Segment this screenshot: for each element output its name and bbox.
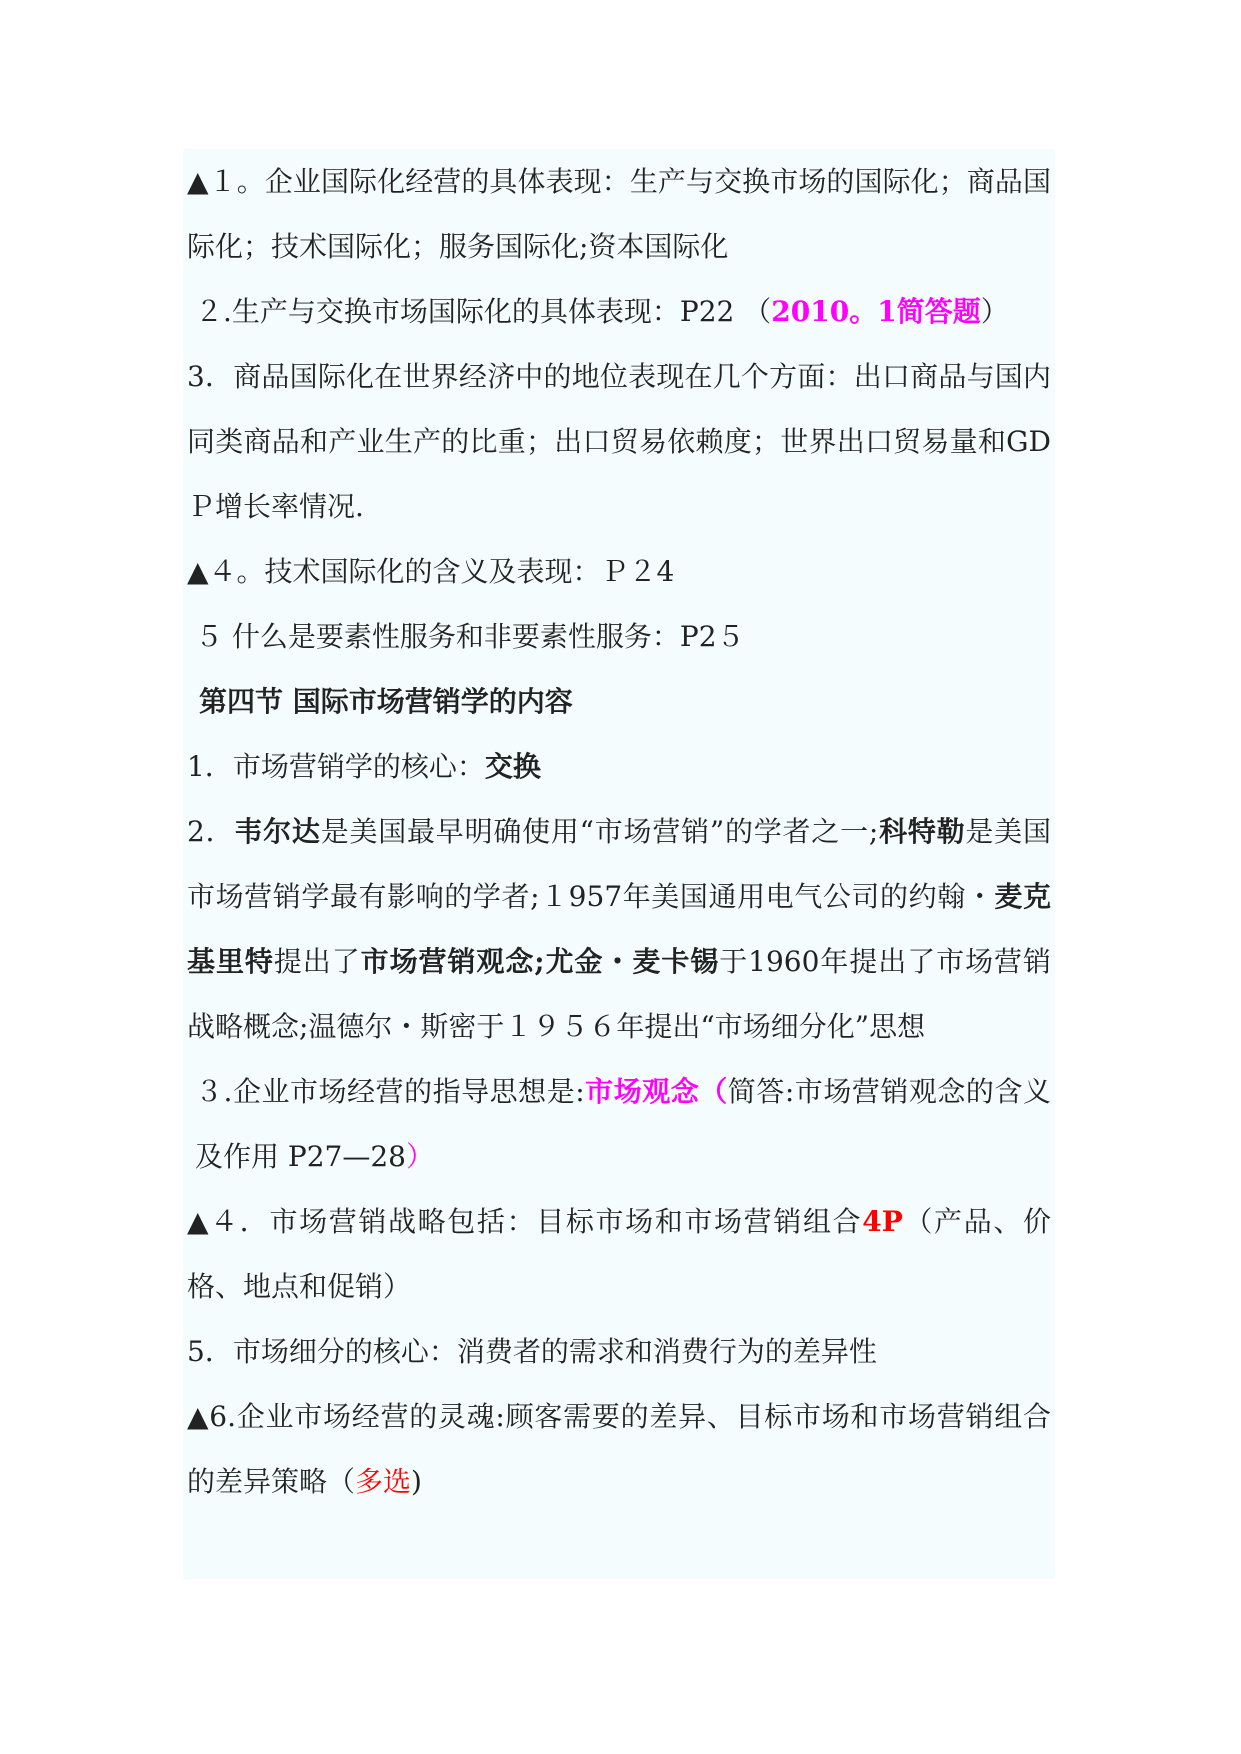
exam-note: 多选 <box>355 1465 412 1498</box>
item-4-strategy <box>183 1189 1055 1319</box>
document-content <box>183 149 1055 1579</box>
section-4-heading <box>183 669 1055 734</box>
text-segment: 2． <box>187 815 235 848</box>
point-4-technology-internationalization <box>183 539 1055 604</box>
item-1-core <box>183 734 1055 799</box>
item-3-guiding-thought <box>183 1059 1055 1189</box>
text-segment: ５ 什么是要素性服务和非要素性服务：P2５ <box>195 620 745 653</box>
key-term: 麦克基里特 <box>187 880 1051 978</box>
text-segment: ▲１。企业国际化经营的具体表现：生产与交换市场的国际化；商品国际化；技术国际化；服务国际化;资本国际化 <box>187 165 1051 263</box>
text-segment: 简答:市场营销观念的含义及作用 P27—28 <box>195 1075 1051 1173</box>
text-segment: （产品、价格、地点和促销） <box>187 1205 1051 1303</box>
text-segment: 1．市场营销学的核心： <box>187 750 485 783</box>
key-term: 交换 <box>484 750 541 783</box>
point-3-commodity-internationalization <box>183 344 1055 539</box>
text-segment: 是美国市场营销学最有影响的学者;１957年美国通用电气公司的约翰・ <box>187 815 1051 913</box>
text-segment: ▲４。技术国际化的含义及表现：Ｐ２4 <box>187 555 675 588</box>
text-segment: 提出了 <box>273 945 361 978</box>
text-segment: 是美国最早明确使用“市场营销”的学者之一; <box>320 815 879 848</box>
point-1-enterprise-internationalization <box>183 149 1055 279</box>
exam-note: 2010。1简答题 <box>771 295 981 328</box>
text-segment: ▲6.企业市场经营的灵魂:顾客需要的差异、目标市场和市场营销组合的差异策略（ <box>187 1400 1051 1498</box>
key-term: 科特勒 <box>878 815 966 848</box>
text-segment: 于1960年提出了市场营销战略概念;温德尔・斯密于１９５６年提出“市场细分化”思想 <box>187 945 1051 1043</box>
key-term: 市场营销观念;尤金・麦卡锡 <box>360 945 720 978</box>
item-2-scholars <box>183 799 1055 1059</box>
point-5-services <box>183 604 1055 669</box>
text-segment: ） <box>980 295 1009 328</box>
text-segment: ３.企业市场经营的指导思想是: <box>195 1075 585 1108</box>
text-segment: ) <box>411 1465 422 1498</box>
item-6-soul <box>183 1384 1055 1514</box>
text-segment: 3．商品国际化在世界经济中的地位表现在几个方面：出口商品与国内同类商品和产业生产的比重；出口贸易依赖度；世界出口贸易量和GDＰ增长率情况. <box>187 360 1051 523</box>
text-segment: ２.生产与交换市场国际化的具体表现：P22 （ <box>195 295 772 328</box>
item-5-segmentation-core <box>183 1319 1055 1384</box>
key-term: 市场观念（ <box>584 1075 728 1108</box>
key-term: 4P <box>862 1205 903 1238</box>
text-segment: ▲４．市场营销战略包括：目标市场和市场营销组合 <box>187 1205 863 1238</box>
key-term: 韦尔达 <box>234 815 321 848</box>
text-segment: ） <box>406 1140 435 1173</box>
heading-text: 第四节 国际市场营销学的内容 <box>199 685 573 718</box>
point-2-market-internationalization <box>183 279 1055 344</box>
text-segment: 5．市场细分的核心：消费者的需求和消费行为的差异性 <box>187 1335 877 1368</box>
